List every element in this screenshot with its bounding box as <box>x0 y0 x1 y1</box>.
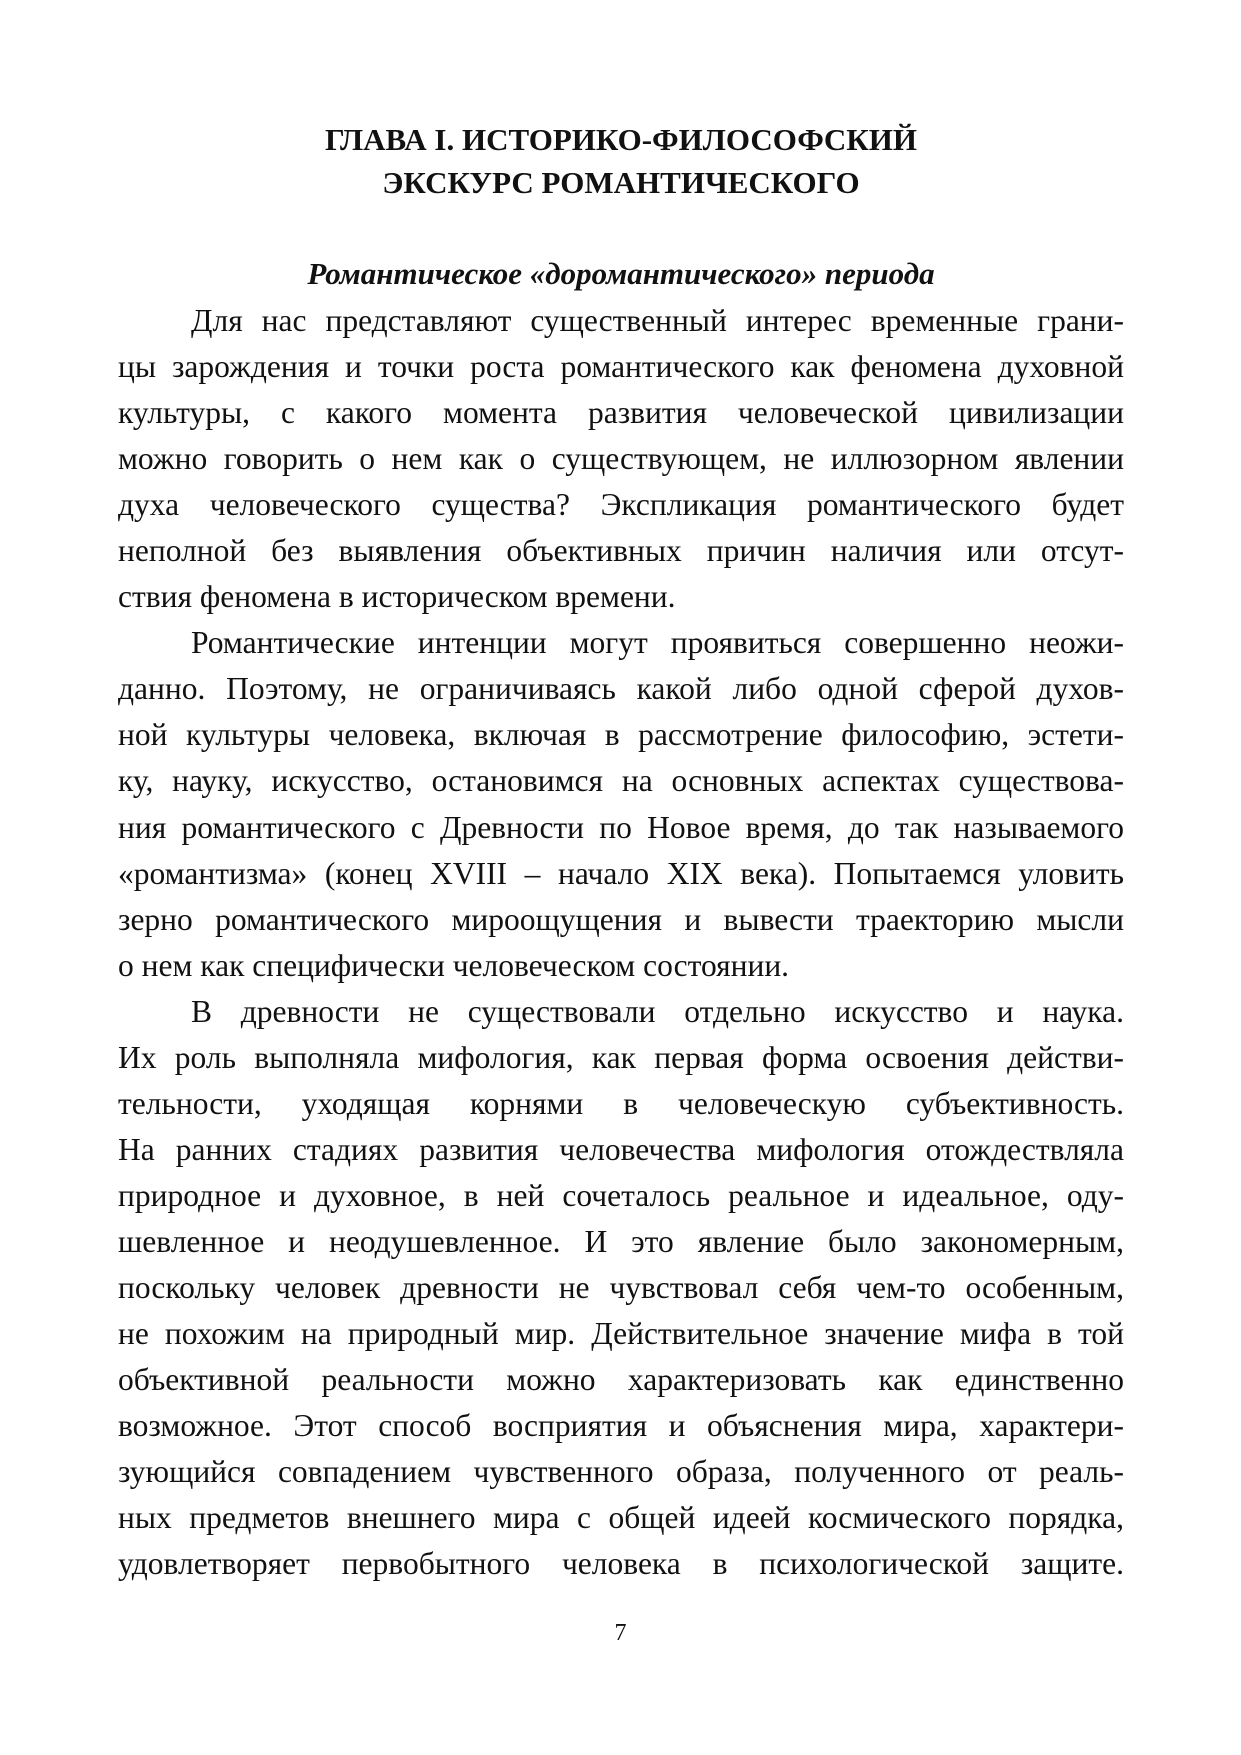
section-heading: Романтическое «доромантического» периода <box>307 256 935 291</box>
text-line: ствия феномена в историческом времени. <box>118 579 676 615</box>
text-line: Романтические интенции могут проявиться совершенно неожи- <box>191 625 1124 661</box>
text-line: не похожим на природный мир. Действительное значение мифа в той <box>118 1316 1124 1352</box>
text-line: ной культуры человека, включая в рассмотрение философию, эстети- <box>118 717 1124 753</box>
text-line: культуры, с какого момента развития человеческой цивилизации <box>118 395 1124 431</box>
text-line: Для нас представляют существенный интерес временные грани- <box>191 303 1124 338</box>
chapter-title <box>118 118 1124 204</box>
text-line: объективной реальности можно характеризовать как единственно <box>118 1362 1124 1398</box>
body-text <box>118 298 1124 1587</box>
text-line: удовлетворяет первобытного человека в психологической защите. <box>118 1546 1124 1582</box>
text-line: возможное. Этот способ восприятия и объяснения мира, характери- <box>118 1408 1124 1444</box>
text-line: Их роль выполняла мифология, как первая форма освоения действи- <box>118 1039 1124 1075</box>
text-line: ния романтического с Древности по Новое время, до так называемого <box>118 809 1124 845</box>
chapter-title-line-1: ГЛАВА I. ИСТОРИКО-ФИЛОСОФСКИЙ <box>325 122 917 157</box>
text-line: На ранних стадиях развития человечества мифология отождествляла <box>118 1131 1124 1167</box>
text-line: цы зарождения и точки роста романтического как феномена духовной <box>118 349 1124 385</box>
text-line: зующийся совпадением чувственного образа, полученного от реаль- <box>118 1454 1124 1490</box>
text-line: В древности не существовали отдельно искусство и наука. <box>191 993 1124 1029</box>
text-line: ных предметов внешнего мира с общей идеей космического порядка, <box>118 1500 1124 1536</box>
text-line: зерно романтического мироощущения и вывести траекторию мысли <box>118 901 1124 937</box>
text-line: поскольку человек древности не чувствовал себя чем-то особенным, <box>118 1269 1124 1305</box>
text-line: ку, науку, искусство, остановимся на основных аспектах существова- <box>118 763 1124 799</box>
text-line: тельности, уходящая корнями в человеческую субъективность. <box>118 1085 1124 1121</box>
page-number: 7 <box>614 1620 627 1646</box>
text-line: «романтизма» (конец XVIII – начало XIX века). Попытаемся уловить <box>118 855 1124 891</box>
text-line: о нем как специфически человеческом состоянии. <box>118 947 790 983</box>
text-line: шевленное и неодушевленное. И это явление было закономерным, <box>118 1223 1124 1259</box>
text-line: данно. Поэтому, не ограничиваясь какой либо одной сферой духов- <box>118 671 1124 707</box>
text-line: неполной без выявления объективных причин наличия или отсут- <box>118 533 1124 569</box>
text-line: можно говорить о нем как о существующем, не иллюзорном явлении <box>118 441 1124 477</box>
text-line: духа человеческого существа? Экспликация романтического будет <box>118 487 1124 523</box>
text-line: природное и духовное, в ней сочеталось реальное и идеальное, оду- <box>118 1177 1124 1213</box>
chapter-title-line-2: ЭКСКУРС РОМАНТИЧЕСКОГО <box>382 165 860 200</box>
